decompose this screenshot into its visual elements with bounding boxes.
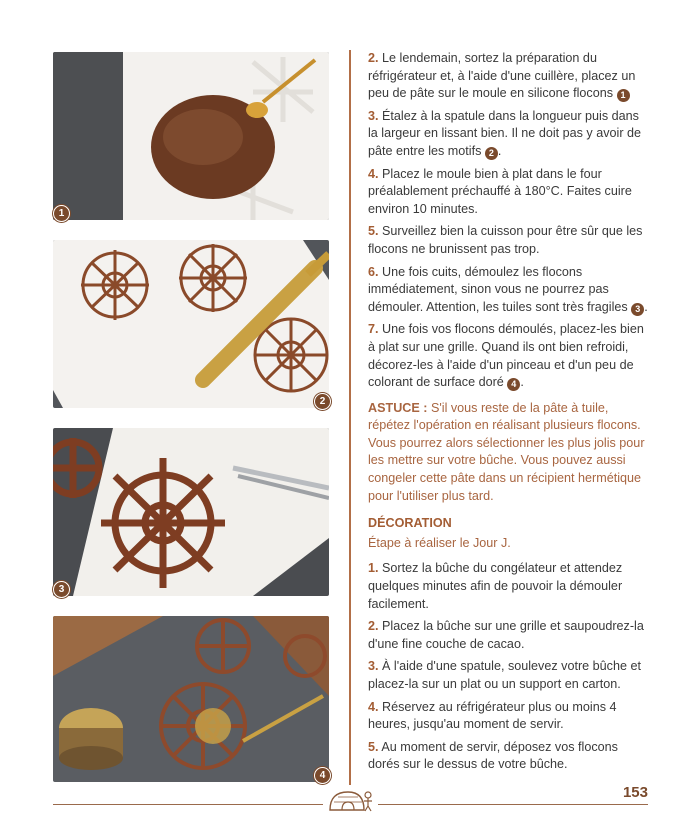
recipe-text-column [368,50,650,779]
photo-step-1 [53,52,329,220]
decoration-step-1: 1. Sortez la bûche du congélateur et attendez quelques minutes afin de pouvoir la démouler facilement. [368,561,623,611]
footer-rule-right [378,804,648,805]
decoration-subtitle: Étape à réaliser le Jour J. [368,535,511,550]
step-3: 3. Étalez à la spatule dans la longueur puis dans la largeur en lissant bien. Il ne doit pas y avoir de pâte entre les motifs 2 . [368,108,642,158]
ref-badge: 2 [485,147,498,160]
tip-label: ASTUCE : [368,400,428,415]
photo-step-3 [53,428,329,596]
photo-step-4 [53,616,329,782]
ref-badge: 4 [507,378,520,391]
column-divider [349,50,351,785]
step-7: 7. Une fois vos flocons démoulés, placez-les bien à plat sur une grille. Quand ils ont bien refroidi, décorez-les à l'aide d'un pinceau et d'un peu de colorant de surface doré 4 . [368,322,644,390]
decoration-step-2: 2. Placez la bûche sur une grille et saupoudrez-la d'une fine couche de cacao. [368,619,644,651]
step-badge-4: 4 [314,767,331,784]
ref-badge: 1 [617,89,630,102]
step-2: 2. Le lendemain, sortez la préparation du réfrigérateur et, à l'aide d'une cuillère, placez un peu de pâte sur le moule en silicone flocons 1 [368,51,636,101]
step-badge-3: 3 [53,581,70,598]
page-number: 153 [622,784,648,801]
step-badge-1: 1 [53,205,70,222]
igloo-gingerbread-icon [326,784,374,814]
step-6: 6. Une fois cuits, démoulez les flocons immédiatement, sinon vous ne pourrez pas démouler. Attention, les tuiles sont très fragiles 3 . [368,264,648,314]
step-5: 5. Surveillez bien la cuisson pour être sûr que les flocons ne brunissent pas trop. [368,224,643,256]
tip-text: S'il vous reste de la pâte à tuile, répétez l'opération en réalisant plusieurs flocons. Vous pourrez alors sélectionner les plus jolis pour les mettre sur votre bûche. Vous pouvez aussi congeler cette pâte dans un récipient hermétique pour l'utiliser plus tard. [368,400,645,503]
decoration-step-4: 4. Réservez au réfrigérateur plus ou moins 4 heures, jusqu'au moment de servir. [368,699,617,732]
step-badge-2: 2 [314,393,331,410]
decoration-step-3: 3. À l'aide d'une spatule, soulevez votre bûche et placez-la sur un plat ou un support en carton. [368,659,641,691]
tip-box [368,400,650,506]
footer-rule-left [53,804,323,805]
decoration-step-5: 5. Au moment de servir, déposez vos flocons dorés sur le dessus de votre bûche. [368,739,618,772]
ref-badge: 3 [631,303,644,316]
step-4: 4. Placez le moule bien à plat dans le four préalablement préchauffé à 180°C. Faites cuire environ 10 minutes. [368,166,632,216]
photo-step-2 [53,240,329,408]
decoration-title: DÉCORATION [368,516,452,531]
